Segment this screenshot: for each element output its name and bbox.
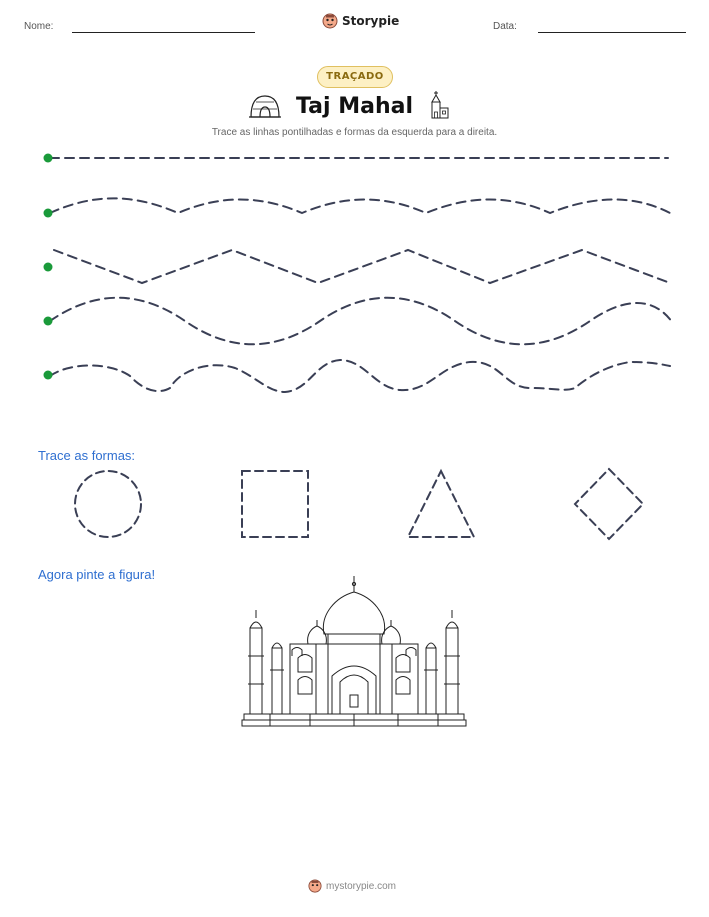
start-dot-5 <box>44 371 53 380</box>
brand-name: Storypie <box>342 14 400 28</box>
tracing-badge: TRAÇADO <box>317 66 393 88</box>
tracing-shapes <box>0 462 709 547</box>
igloo-icon <box>248 92 282 120</box>
storypie-mascot-icon <box>308 879 322 893</box>
tracing-line-loop-wave <box>50 360 670 392</box>
coloring-section-label: Agora pinte a figura! <box>38 567 156 582</box>
footer-url[interactable]: mystorypie.com <box>326 880 397 892</box>
tracing-line-wave <box>50 298 672 345</box>
tracing-line-gentle-wave <box>50 198 670 213</box>
name-line[interactable] <box>72 32 255 33</box>
church-icon <box>428 90 450 120</box>
start-dot-4 <box>44 317 53 326</box>
footer <box>308 879 396 893</box>
brand-logo <box>322 13 399 29</box>
storypie-mascot-icon <box>322 13 338 29</box>
start-dot-1 <box>44 154 53 163</box>
shapes-section-label: Trace as formas: <box>38 448 136 463</box>
start-dot-3 <box>44 263 53 272</box>
date-line[interactable] <box>538 32 686 33</box>
tracing-lines <box>0 140 709 400</box>
trace-circle-shape <box>75 471 141 537</box>
trace-square-shape <box>242 471 308 537</box>
trace-diamond-shape <box>575 469 643 539</box>
date-label: Data: <box>493 21 517 32</box>
instructions: Trace as linhas pontilhadas e formas da esquerda para a direita. <box>211 127 498 138</box>
page-title: Taj Mahal <box>296 94 414 119</box>
trace-triangle-shape <box>408 471 474 537</box>
tracing-line-zigzag <box>54 250 670 283</box>
name-label: Nome: <box>24 21 54 32</box>
start-dot-2 <box>44 209 53 218</box>
taj-mahal-illustration[interactable] <box>240 572 470 728</box>
